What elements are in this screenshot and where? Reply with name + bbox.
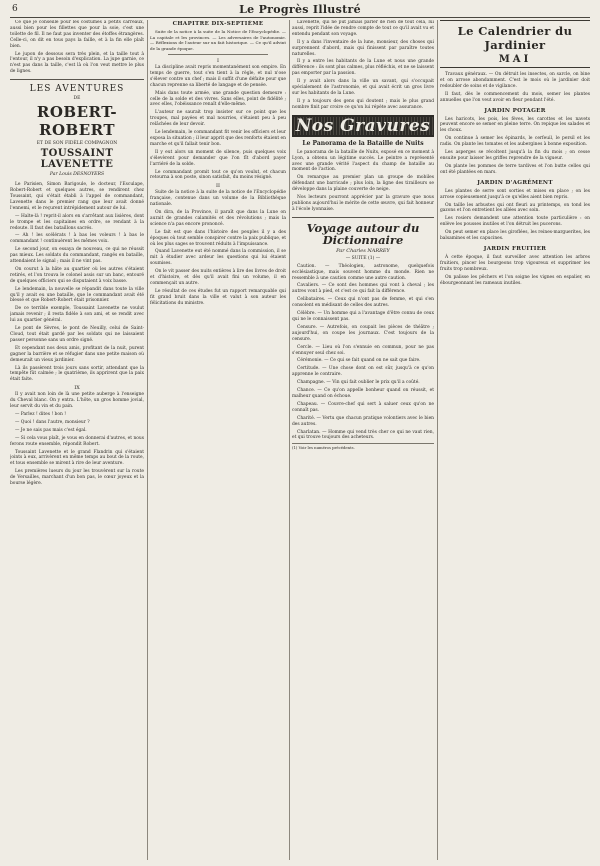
paragraph: — Ah ! les scélérats ! à bas les voleurs ! à bas le commandant ! continuèrent les mêmes voix. [10,233,144,245]
dictionary-entry: Cercle. — Lieu où l'on s'ennuie en commun, pour ne pas s'ennuyer seul chez soi. [292,344,434,356]
dictionary-entry: Charité. — Vertu que chacun pratique volontiers avec le bien des autres. [292,415,434,427]
paragraph: Il faut, dès le commencement du mois, semer les plantes annuelles que l'on veut avoir en fleur pendant l'été. [440,91,590,103]
voyage-byline: Par Charles NARREY [336,247,390,254]
footnote: (1) Voir les numéros précédents. [292,443,434,450]
column-2 [150,20,286,860]
paragraph: Les haricots, les pois, les fèves, les carottes et les navets peuvent encore se semer en pleine terre. On repique les salades et les choux. [440,116,590,134]
feuilleton-title-2: TOUSSAINT LAVENETTE [40,148,114,171]
paragraph: Toussaint Lavenette et le grand Flandrin qui s'étaient joints à eux, arrivèrent en même temps au bout de la route, et tous ensemble se mirent à rire de leur aventure. [10,449,144,467]
feuilleton-header [10,84,144,177]
paragraph: Mais dans toute armée, une grande question demeure : celle de la solde et des vivres. Sans elles, point de fidélité ; avec elles, l'obéissance renaît d'elle-même. [150,90,286,108]
paragraph: Le commandant promit tout ce qu'on voulut, et chacun retourna à son poste, sinon satisfait, du moins résigné. [150,169,286,181]
paragraph: Le résultat de ces études fut un rapport remarquable qui fit grand bruit dans la ville et valut à son auteur les félicitations du ministre. [150,288,286,306]
column-divider [147,20,148,860]
voyage-title: Voyage autour du Dictionnaire [306,220,420,247]
paragraph: Travaux généraux. — On détruit les insectes, on sarcle, on bine et on arrose abondamment. C'est le mois où le jardinier doit redoubler de soins et de vigilance. [440,72,590,89]
paragraph: Suite de la notice à la suite de la notice de l'Encyclopédie française, contenue dans un volume de la Bibliothèque nationale. [150,190,286,208]
dictionary-entry: Charlatan. — Homme qui vend très cher ce qui ne vaut rien, et qui trouve toujours des acheteurs. [292,429,434,441]
dictionary-entry: Chance. — Ce qu'on appelle bonheur quand on réussit, et malheur quand on échoue. [292,388,434,399]
dictionary-entry: Caution. — Théologien, astronome, quelquefois ecclésiastique, mais souvent homme du monde. Rien ne ressemble à une caution comme une autre caution. [292,263,434,281]
paragraph: — Quoi ! dans l'autre, monsieur ? [15,419,90,425]
dictionary-entry: Célèbre. — Un homme qui a l'avantage d'être connu de ceux qui ne le connaissent pas. [292,311,434,322]
column-3 [292,20,434,860]
paragraph: La discipline avait repris momentanément son empire. En temps de guerre, tout s'en tient à la règle, et nul n'ose s'élever contre un chef ; mais il suffit d'une défaite pour que chacun reprenne sa liberté de langage et de pensée. [150,65,286,88]
paragraph: Le lendemain, le commandant fit venir les officiers et leur exposa la situation ; il leur apprit que des renforts étaient en marche et qu'il fallait tenir bon. [150,130,286,147]
paragraph: Les asperges se récoltent jusqu'à la fin du mois ; on cesse ensuite pour laisser les griffes reprendre de la vigueur. [440,150,590,161]
calendar-title: Le Calendrier du Jardinier [457,24,573,52]
gravure-subhead: Le Panorama de la Bataille de Nuits [302,139,424,147]
column-1 [10,20,144,860]
paragraph: De ce terrible exemple, Toussaint Lavenette ne voulut jamais revenir ; il resta fidèle à son ami, et se rendit avec lui au quartier général. [10,306,144,324]
dictionary-entry: Chapeau. — Couvre-chef qui sert à saluer ceux qu'on ne connaît pas. [292,401,434,413]
paragraph: Les premières lueurs du jour les trouvèrent sur la route de Versailles, marchant d'un bon pas, le cœur joyeux et la bourse légère. [10,469,144,487]
section-heading-agrement: JARDIN D'AGRÉMENT [477,179,553,186]
feuilleton-de: DE [73,96,81,102]
paragraph: Ce que je conseille pour les costumes à petits carreaux, aussi bien pour les fillettes que pour la soie, c'est une toilette de fil. Il ne faut pas inventer des étoffes étrangères. Celle-ci, on dit en tous pays la faille, et à la fin elle plaît bien. [10,20,144,49]
paragraph: Il y a entre les habitants de la Lune et nous une grande différence : ils sont plus calmes, plus réfléchis, et ne se laissent pas emporter par la passion. [292,59,434,77]
dictionary-entry: Certitude. — Une chose dont on est sûr, jusqu'à ce qu'on apprenne le contraire. [292,366,434,378]
paragraph: Il y avait non loin de là une petite auberge à l'enseigne du Cheval blanc. On y entra. L'hôte, un gros homme jovial, leur servit du vin et du pain. [10,392,144,410]
paragraph: On continue à semer les épinards, le cerfeuil, le persil et les radis. On plante les tomates et les aubergines à bonne exposition. [440,136,590,148]
paragraph: Il y avait alors dans la ville un savant, qui s'occupait spécialement de l'astronomie, et qui avait écrit un gros livre sur les habitants de la Lune. [292,79,434,96]
paragraph: On taille les arbustes qui ont fleuri au printemps, on tond les gazons et l'on entretient les allées avec soin. [440,202,590,214]
section-rule [292,217,434,218]
paragraph: Là ils passèrent trois jours sans sortir, attendant que la tempête fût calmée ; le quatrième, ils apprirent que la paix était faite. [10,365,144,383]
masthead [10,4,590,18]
dictionary-entry: Cérémonie. — Ce qui se fait quand on ne sait que faire. [297,358,421,364]
dictionary-entry: Champagne. — Vin qui fait oublier le prix qu'il a coûté. [297,380,420,386]
nos-gravures-heading: Nos Gravures [295,115,431,136]
paragraph: Les rosiers demandent une attention toute particulière : on enlève les pousses inutiles et l'on détruit les pucerons. [440,216,590,228]
paragraph: Le panorama de la bataille de Nuits, exposé en ce moment à Lyon, a obtenu un légitime succès. Le peintre a représenté avec une grande vérité l'aspect du champ de bataille au moment de l'action. [292,149,434,173]
divider [168,54,268,55]
paragraph: L'auteur ne saurait trop insister sur ce point que les troupes, mal payées et mal nourries, s'étaient peu à peu relâchées de leur devoir. [150,110,286,128]
nos-gravures-banner [292,115,434,137]
paragraph: Et cependant nos deux amis, profitant de la nuit, purent gagner la barrière et se réfugier dans une petite maison où demeurait un vieux jardinier. [10,345,144,363]
paragraph: Le lendemain, la nouvelle se répandit dans toute la ville qu'il y avait eu une bataille, que le commandant avait été blessé et que Robert-Robert était prisonnier. [10,286,144,304]
dictionary-entry: Celibataires. — Ceux qui n'ont pas de femme, et qui s'en consolent en médisant de celles des autres. [292,297,434,309]
feuilleton-byline: Par Louis DESNOYERS [49,172,105,178]
paragraph: Nos lecteurs pourront apprécier par la gravure que nous publions aujourd'hui le mérite de cette œuvre, qui fait honneur à l'école lyonnaise. [292,195,434,212]
voyage-suite: — SUITE (1) — [345,255,381,261]
section-number: II [216,183,220,190]
paragraph: Quand Lavenette eut été nommé dans la commission, il se mit à étudier avec ardeur les questions qui lui étaient soumises. [150,249,286,267]
paragraph: On plante les pommes de terre tardives et l'on butte celles qui ont été plantées en mars. [440,163,590,175]
feuilleton-mid: ET DE SON FIDÈLE COMPAGNON [36,141,118,147]
page-number: 6 [12,4,18,14]
paragraph: Le pont de Sèvres, le pont de Neuilly, celui de Saint-Cloud, tout était gardé par les soldats qui ne laissaient passer personne sans un ordre signé. [10,326,144,343]
paragraph: On peut semer en place les giroflées, les reines-marguerites, les balsamines et les capucines. [440,230,590,242]
paragraph: Il y a dans l'inventaire de la lune, monsieur, des choses qui surprennent d'abord, mais qui finissent par paraître toutes naturelles. [292,39,434,57]
section-rule [10,79,144,80]
paragraph: On dira, de la Province, il paraît que dans la Lune on aurait de grandes calamités et des révolutions ; mais la science n'a pas encore prononcé. [150,210,286,227]
chapter-title: CHAPITRE DIX-SEPTIÈME [172,21,264,27]
feuilleton-body [10,182,144,487]
paragraph: On le vit passer des nuits entières à lire des livres de droit et d'histoire, et dès qu'il avait fini un volume, il en commençait un autre. [150,269,286,286]
paragraph: Les plantes de serre sont sorties et mises en place ; on les arrose copieusement jusqu'à ce qu'elles aient bien repris. [440,188,590,200]
paragraph: Le fait est que dans l'histoire des peuples il y a des époques où tout semble conspirer contre la paix publique, et où les plus sages se trouvent réduits à l'impuissance. [150,229,286,247]
section-number: I [217,58,219,64]
dictionary-entry: Cavaliers. — Ce sont des hommes qui vont à cheval ; les autres vont à pied, et c'est ce qui fait la différence. [292,283,434,295]
newspaper-title: Le Progrès Illustré [239,3,361,16]
chapter-summary: Suite de la notice à la suite de la Notice de l'Encyclopédie. — La capitale et les provinces. — Les adversaires de l'autonomie. — Réflexions de l'auteur sur un fait historique. — Ce qu'il advint de la grande époque. [150,29,286,51]
paragraph: — Parlez ! dites ! bon ! [15,411,66,417]
paragraph: Le second jour, on essaya de nouveau, ce qui ne réussit pas mieux. Les soldats du commandant, rangés en bataille, attendaient le signal ; mais il ne vint pas. [10,247,144,265]
fashion-article [10,20,144,75]
paragraph: On courut à la hâte au quartier où les autres s'étaient retirés, et l'on trouva le colonel assis sur un banc, entouré de quelques officiers qui se disputaient à voix basse. [10,266,144,284]
feuilleton-title: ROBERT-ROBERT [36,103,118,140]
paragraph: Le Parisien, Simon Barigoule, le docteur, l'Esculape, Robert-Robert et quelques autres, se rendirent chez Toussaint, qui s'était établi à l'appel de commandant, Lavenette dans le premier rang que leur avait donné l'ennemi, et le reçurent intrépidement autour de lui. [10,182,144,211]
dictionary-entry: Censure. — Autrefois, on coupait les pièces de théâtre ; aujourd'hui, on coupe les journaux. C'est toujours de la censure. [292,324,434,342]
section-heading-fruitier: JARDIN FRUITIER [483,245,547,252]
calendar-header [440,20,590,68]
columns [10,20,590,860]
paragraph: — Halte-là ! reprit-il alors en s'arrêtant aux lisières, dont le trompe et les capitaines en ordre, se rendant à la redoute. Il faut des bataillons sacrés. [10,213,144,231]
column-divider [437,20,438,860]
paragraph: Le jupon de dessous sera très plein, et la taille tout à l'entour, il n'y a pas besoin d'explication. La jupe garnie, ce n'est pas dans la taille, c'est là où l'on veut mettre le plus de lignes. [10,51,144,75]
paragraph: — Si cela vous plaît, je vous en donnerai d'autres, et nous ferons route ensemble, répondit Robert. [10,435,144,447]
section-number: IX [74,385,80,392]
paragraph: On palisse les pêchers et l'on soigne les vignes en espalier, en ébourgeonnant les rameaux inutiles. [440,274,590,286]
calendar-month: MAI [498,54,532,65]
paragraph: — Je ne sais pas mais c'est égal. [15,427,87,433]
paragraph: Il y a toujours des gens qui doutent ; mais le plus grand nombre finit par croire ce qu'on lui répète avec assurance. [292,98,434,110]
paragraph: Il y eut alors un moment de silence, puis quelques voix s'élevèrent pour demander que l'on fît d'abord payer l'arriéré de la solde. [150,149,286,167]
feuilleton-lead: LES AVENTURES [29,84,125,95]
section-heading-potager: JARDIN POTAGER [484,107,546,114]
paragraph: On remarque au premier plan un groupe de mobiles défendant une barricade ; plus loin, la ligne des tirailleurs se développe dans la plaine couverte de neige. [292,175,434,193]
column-divider [289,20,290,860]
paragraph: Lavenette, qui ne put jamais parler de rien de tout cela, lui aussi, reprit l'idée de rendre compte de tout ce qu'il avait vu et entendu pendant son voyage. [292,20,434,37]
paragraph: À cette époque, il faut surveiller avec attention les arbres fruitiers, pincer les bourgeons trop vigoureux et supprimer les fruits trop nombreux. [440,254,590,272]
column-4 [440,20,590,860]
